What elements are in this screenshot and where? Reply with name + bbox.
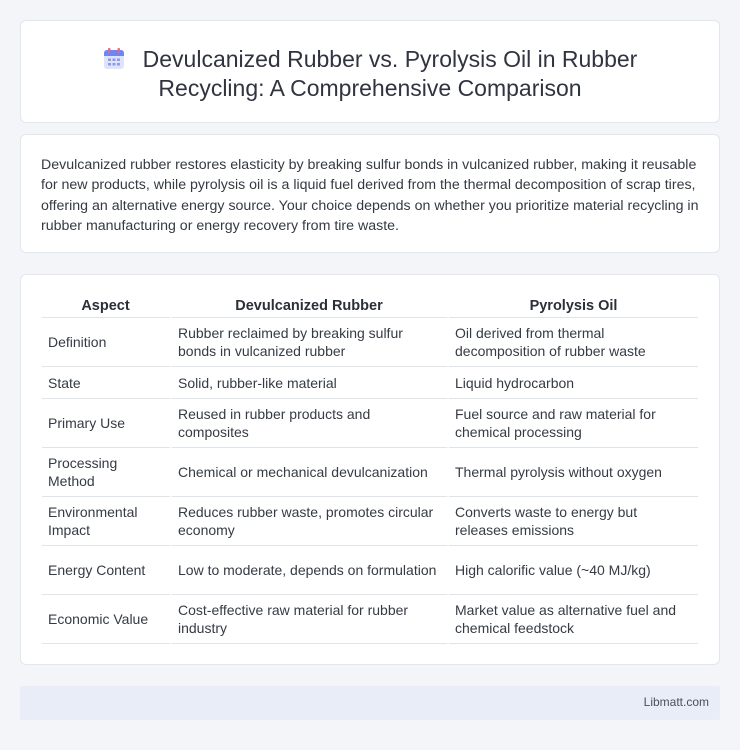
table-row [42, 318, 698, 367]
pyrolysis-cell: High calorific value (~40 MJ/kg) [449, 546, 698, 595]
table-row [42, 448, 698, 497]
pyrolysis-cell: Liquid hydrocarbon [449, 367, 698, 399]
table-header-row [42, 296, 698, 318]
comparison-table [42, 296, 698, 644]
table-row [42, 497, 698, 546]
devulcanized-cell: Low to moderate, depends on formulation [172, 546, 449, 595]
aspect-cell: State [42, 367, 172, 399]
aspect-cell: Economic Value [42, 595, 172, 644]
intro-card [20, 134, 720, 253]
header-devulcanized-rubber: Devulcanized Rubber [172, 296, 449, 318]
aspect-cell: Definition [42, 318, 172, 367]
footer-bar [20, 686, 720, 720]
devulcanized-cell: Solid, rubber-like material [172, 367, 449, 399]
pyrolysis-cell: Fuel source and raw material for chemical processing [449, 399, 698, 448]
table-row [42, 367, 698, 399]
aspect-cell: Environmental Impact [42, 497, 172, 546]
pyrolysis-cell: Converts waste to energy but releases emissions [449, 497, 698, 546]
pyrolysis-cell: Oil derived from thermal decomposition of rubber waste [449, 318, 698, 367]
header-aspect: Aspect [42, 296, 172, 318]
page-title-row [21, 45, 719, 103]
table-row [42, 595, 698, 644]
footer-brand[interactable]: Libmatt.com [643, 695, 709, 709]
pyrolysis-cell: Thermal pyrolysis without oxygen [449, 448, 698, 497]
calendar-icon [103, 48, 125, 70]
header-pyrolysis-oil: Pyrolysis Oil [449, 296, 698, 318]
devulcanized-cell: Rubber reclaimed by breaking sulfur bonds in vulcanized rubber [172, 318, 449, 367]
table-row [42, 546, 698, 595]
page-title: Devulcanized Rubber vs. Pyrolysis Oil in Rubber Recycling: A Comprehensive Comparison [142, 46, 638, 101]
intro-paragraph: Devulcanized rubber restores elasticity by breaking sulfur bonds in vulcanized rubber, making it reusable for new products, while pyrolysis oil is a liquid fuel derived from the thermal decomposition of scrap tires, offering an alternative energy source. Your choice depends on whether you prioritize material recycling in rubber manufacturing or energy recovery from tire waste. [41, 157, 699, 234]
pyrolysis-cell: Market value as alternative fuel and chemical feedstock [449, 595, 698, 644]
table-row [42, 399, 698, 448]
title-card [20, 20, 720, 123]
devulcanized-cell: Reduces rubber waste, promotes circular economy [172, 497, 449, 546]
aspect-cell: Energy Content [42, 546, 172, 595]
comparison-card [20, 274, 720, 665]
devulcanized-cell: Reused in rubber products and composites [172, 399, 449, 448]
devulcanized-cell: Chemical or mechanical devulcanization [172, 448, 449, 497]
aspect-cell: Primary Use [42, 399, 172, 448]
devulcanized-cell: Cost-effective raw material for rubber industry [172, 595, 449, 644]
aspect-cell: Processing Method [42, 448, 172, 497]
